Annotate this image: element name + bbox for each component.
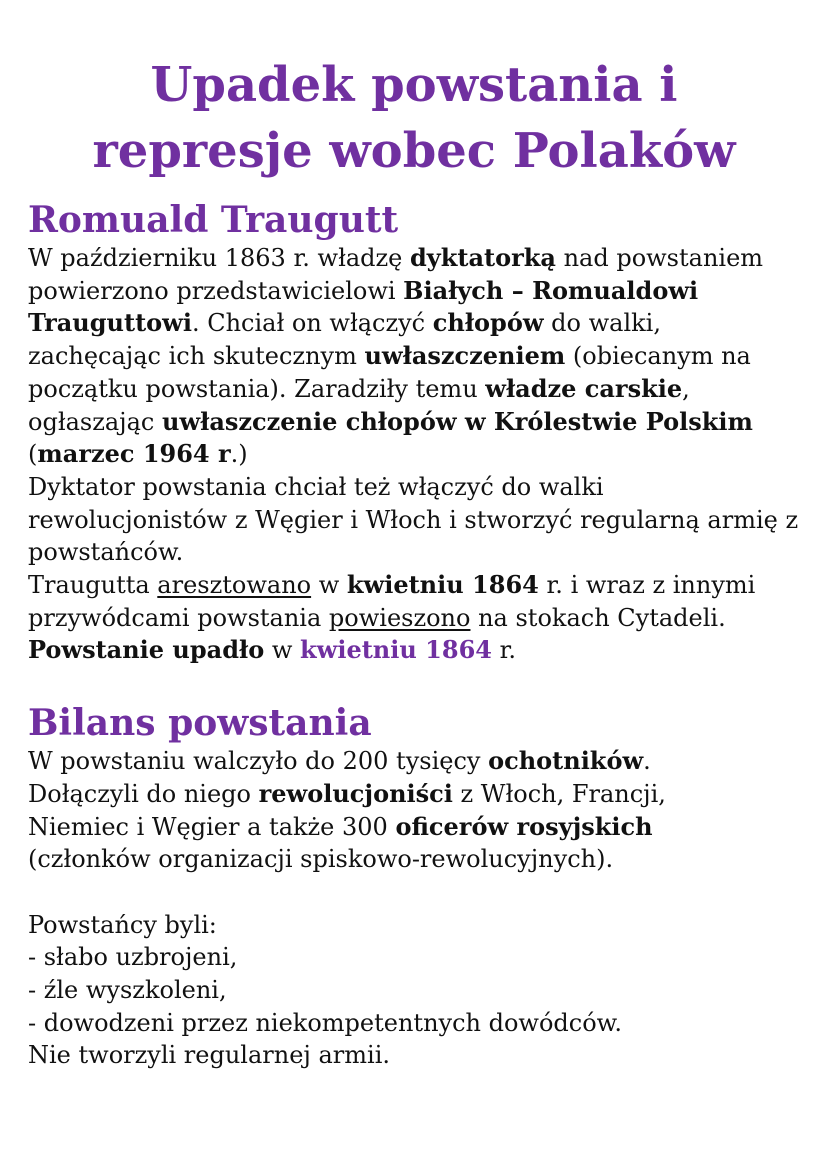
text-run: z Włoch, Francji, xyxy=(452,779,666,808)
line-volunteers xyxy=(28,745,800,778)
paragraph-uprising-fell xyxy=(28,634,800,667)
bold-term-traugutt: Białych – Romualdowi Trauguttowi xyxy=(28,275,699,338)
blank-line xyxy=(28,876,800,909)
text-run: Traugutta xyxy=(28,571,158,600)
text-run: , ogłaszając xyxy=(28,374,690,436)
line-revolutionaries xyxy=(28,778,800,811)
bold-term-dictatorship: dyktatorką xyxy=(410,243,556,272)
text-run: Niemiec i Węgier a także 300 xyxy=(28,812,396,841)
text-run: .) xyxy=(230,440,248,469)
underlined-term-arrested: aresztowano xyxy=(157,571,312,600)
text-run: . Chciał on włączyć xyxy=(191,309,433,338)
bold-term-russian-officers: oficerów rosyjskich xyxy=(395,811,653,841)
list-intro: Powstańcy byli: xyxy=(28,910,217,939)
list-item: - słabo uzbrojeni, xyxy=(28,943,238,972)
section-body-romuald-traugutt xyxy=(28,242,800,667)
text-run: W październiku 1863 r. władzę xyxy=(28,244,411,272)
bold-term-volunteers: ochotników xyxy=(488,746,644,776)
paragraph-dictatorship xyxy=(28,242,800,471)
text-run: ( xyxy=(28,440,38,469)
text-run: r. i wraz z innymi przywódcami powstania xyxy=(28,571,756,632)
section-body-balance xyxy=(28,745,800,1072)
line-organization-members: (członków organizacji spiskowo-rewolucyjnych). xyxy=(28,845,614,874)
bold-term-enfranchisement-kingdom: uwłaszczenie chłopów w Królestwie Polskim xyxy=(162,406,753,436)
text-run: (obiecanym na początku powstania). Zaradziły temu xyxy=(28,342,751,403)
line-officers xyxy=(28,811,800,844)
page-title xyxy=(28,52,800,184)
page-title-line-1: Upadek powstania i xyxy=(150,57,678,113)
underlined-term-hanged: powieszono xyxy=(328,603,471,632)
section-heading-romuald-traugutt: Romuald Traugutt xyxy=(28,199,399,241)
text-run: r. xyxy=(491,636,517,665)
text-run: w xyxy=(311,571,347,600)
text-run: . xyxy=(643,747,651,776)
text-run: w xyxy=(264,636,301,665)
text-run: W powstaniu walczyło do 200 tysięcy xyxy=(28,747,489,776)
bold-term-date-april: kwietniu 1864 xyxy=(346,570,539,600)
bold-term-date-march: marzec 1964 r xyxy=(37,439,231,469)
section-heading-balance: Bilans powstania xyxy=(28,702,372,745)
bold-term-enfranchisement: uwłaszczeniem xyxy=(364,341,566,371)
bold-term-peasants: chłopów xyxy=(432,308,544,338)
highlighted-date-april: kwietniu 1864 xyxy=(300,635,492,665)
paragraph-dictator-plans: Dyktator powstania chciał też włączyć do walki rewolucjonistów z Węgier i Włoch i stworzyć regularną armię z powstańców. xyxy=(28,472,799,567)
page-title-line-2: represje wobec Polaków xyxy=(92,123,736,179)
list-item: - źle wyszkoleni, xyxy=(28,976,227,1005)
text-run: na stokach Cytadeli. xyxy=(470,603,726,632)
list-item: - dowodzeni przez niekompetentnych dowódców. xyxy=(28,1008,622,1037)
paragraph-arrest xyxy=(28,569,800,634)
bold-term-tsarist-authorities: władze carskie xyxy=(485,373,683,403)
bold-term-uprising-fell: Powstanie upadło xyxy=(28,635,265,665)
text-run: do walki, zachęcając ich skutecznym xyxy=(28,309,661,371)
text-run: Dołączyli do niego xyxy=(28,779,259,808)
closing-sentence: Nie tworzyli regularnej armii. xyxy=(28,1041,391,1070)
bold-term-revolutionaries: rewolucjoniści xyxy=(258,778,453,808)
text-run: nad powstaniem powierzono przedstawicielowi xyxy=(28,244,764,305)
